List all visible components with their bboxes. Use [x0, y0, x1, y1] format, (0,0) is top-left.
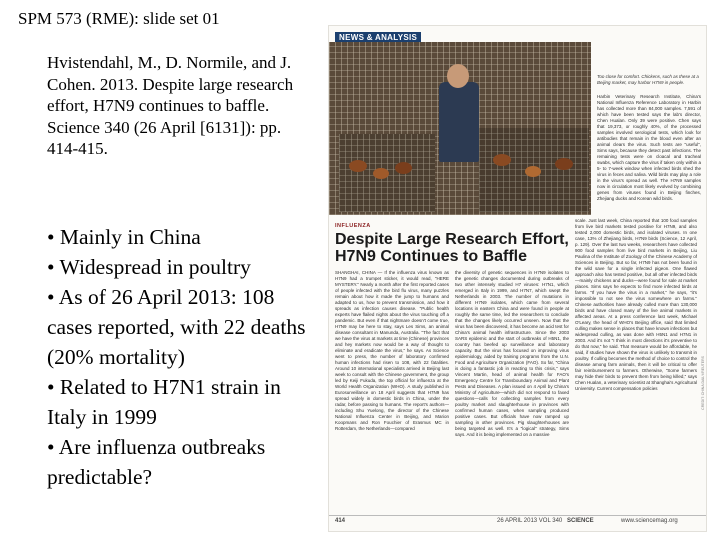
- bullet-item: • Related to H7N1 strain in Italy in 1999: [47, 375, 281, 429]
- bullet-item: • Mainly in China: [47, 225, 201, 249]
- bullet-list: [47, 222, 317, 492]
- person: [439, 82, 479, 162]
- right-column-text: Harbin Veterinary Research Institute, China's National Influenza Reference Laboratory in Harbin has collected more than 84,000 samples. 7,591 of which have been tested says the lab's director, Chen Hualan. Only 39 were positive. Chen says that 19,373, or roughly 40%, of the processed samples involved serological tests, which look for antibodies that remain in the blood even after an animal clears the virus. Such tests are "useful", Sims says, because they detect past infections. The remaining tests were on cloacal and tracheal swabs, which capture the virus if taken only within a 5- to 7-week window when infected birds shed the virus in feces and saliva. Wild birds may play a role in the virus's spread as well. The H7N9 samples now in circulation most likely evolved by combining genes from viruses found in Beijing finches, Zhejiang ducks and Korean wild birds.: [597, 94, 701, 201]
- slide-header: SPM 573 (RME): slide set 01: [18, 9, 220, 28]
- footer-url: www.sciencemag.org: [621, 518, 678, 524]
- bullet-item: • Widespread in poultry: [47, 255, 251, 279]
- bullet-item: • Are influenza outbreaks predictable?: [47, 435, 266, 489]
- photo-caption: Too close for comfort. Chickens, such as these at a Beijing market, may harbor H7N9 in people.: [597, 74, 699, 85]
- article-column-1: SHANGHAI, CHINA — If the influenza virus known as H7N9 had a trumpet sticker, it would read, "HERE MYSTERY." Nearly a month after the first reported cases of people infected with the bird flu virus, many puzzles remain about how it made the jump to humans and adapted to us, how to prevent transmission, and how it spreads as infection causes disease. "Public health experts have flailed nights about the virus touching off a pandemic. But even if that nightmare doesn't come true, H7N9 may be here to stay, says Les Sims, an animal disease consultant in Manunda, Australia. "The fact that we have the virus at markets at time (Chinese) provinces and hey markets now would be a way of thought to eliminate and eradicate the virus," he says. As Science went to press, the number of laboratory confirmed human infections had risen to 108, with 22 fatalities. Around 10 international specialists arrived in Beijing last week to consult with the Chinese government, the group led by Keiji Fukuda, the top official for influenza at the World Health Organization (WHO). A study published in Eurosurveillance on 18 April suggests that H7N9 has spread widely in domestic birds in China, under the radar, before passing to humans. The report's authors—including Shu Yuelong, the director of the Chinese National Influenza Center in Beijing, and Marion Koopmans and Ron Fouchier of Erasmus MC in Rotterdam, the Netherlands—compared: [335, 270, 449, 431]
- footer-rule: [329, 515, 706, 516]
- footer-issue: 26 APRIL 2013 VOL 340: [497, 518, 563, 524]
- chicken: [373, 168, 389, 179]
- photo-credit: CREDIT: CHINA DAILY/REUTERS: [701, 356, 705, 410]
- article-column-2: the diversity of genetic sequences in H7N9 isolates to the genetic changes documented during outbreaks of two other intensely studied H7 viruses: H7N1, which emerged in Italy in 1999, and H7N7, which swept the Netherlands in 2003. The number of mutations in different H7N9 isolates, which came from several locations in eastern China and were found in people at roughly the same time, led the researchers to conclude that the changes likely occurred unseen. Now that the virus has been discovered, it has become an acid test for China's animal health infrastructure. Since the 2003 SARS epidemic and the start of outbreaks of H5N1, the country has beefed up surveillance and laboratory capacity. But the virus has focused on improving virus epidemiology, aided by training programs from the U.N. Food and Agriculture Organization (FAO). So far, "China is doing a fantastic job in reacting to this crisis," says Vincent Martin, head of animal health for FAO's Emergency Centre for Transboundary Animal and Plant Pests and Diseases. A plan issued on 4 April by China's Ministry of Agriculture—which did not respond to faxed questions—calls for collecting samples from every poultry market and slaughterhouse in provinces with confirmed human cases, when sampling produced positive cases. But officials have now ramped up sampling in other provinces. Pig slaughterhouses are being targeted as well. It's a "logical" strategy, Sims says. And it is being implemented on a massive: [455, 270, 569, 437]
- citation: Hvistendahl, M., D. Normile, and J. Cohen. 2013. Despite large research effort, H7N9 continues to baffle. Science 340 (26 April [6131]): pp. 414-415.: [47, 53, 294, 158]
- article-image: [328, 25, 707, 532]
- section-label: NEWS & ANALYSIS: [335, 32, 421, 43]
- chicken: [349, 160, 367, 172]
- chicken: [555, 158, 573, 170]
- person-head: [447, 64, 469, 88]
- chicken: [525, 166, 541, 177]
- article-column-3: scale. Just last week, China reported that 100 food samples from live bird markets tested positive for H7N9, and also tested 2,000 domestic birds, and isolated viruses. In one case, 13% of Zhejiang birds, H7N9 birds (Science, 12 April, p. 129). Over the last two weeks, researchers have collected 900 food samples from live bird markets in Beijing, Liu Paulina of the Institute of Zoology of the Chinese Academy of Sciences in Beijing. But so far, H7N9 has not been found in the wild save for a single infected pigeon. One flawed approach also has tested positive, but all other infected birds—mainly chickens and ducks—were found for sale at market places. Sims says he expects to find more infected birds at farms. "If you have the virus in a market," he says, "it's impossible to not see the virus somewhere on farms." Chinese authorities have already culled more than 130,000 birds and have closed many of the live animal markets in affected areas. At a press conference last week, Michael O'Leary, the head of WHO's Beijing office, said that limited culling makes sense in places that have known infections but widespread culling, as was done with H5N1 and H7N1 in 2003. And it's not "I think in most directions it's preventive to do that now," he said. That measure would be affordable, he said, if studies have shown the virus is unlikely to transmit in poultry. If culling becomes the method of choice to control the disease among farm animals, then it will be critical to offer fair reimbursement to farmers. Otherwise, "Some farmers may hide their birds to prevent them from being killed," says Chen Hualan, a veterinary scientist at Shanghai's Agricultural University. Current compensation policies: [575, 218, 697, 391]
- topic-label: INFLUENZA: [335, 223, 371, 229]
- chicken: [395, 162, 412, 174]
- footer-page-number: 414: [335, 518, 346, 524]
- article-headline: Despite Large Research Effort, H7N9 Continues to Baffle: [335, 231, 569, 265]
- bullet-item: • As of 26 April 2013: 108 cases reported, with 22 deaths (20% mortality): [47, 285, 306, 369]
- chicken: [493, 154, 511, 166]
- footer-journal: SCIENCE: [567, 518, 594, 524]
- market-photo: [329, 42, 591, 215]
